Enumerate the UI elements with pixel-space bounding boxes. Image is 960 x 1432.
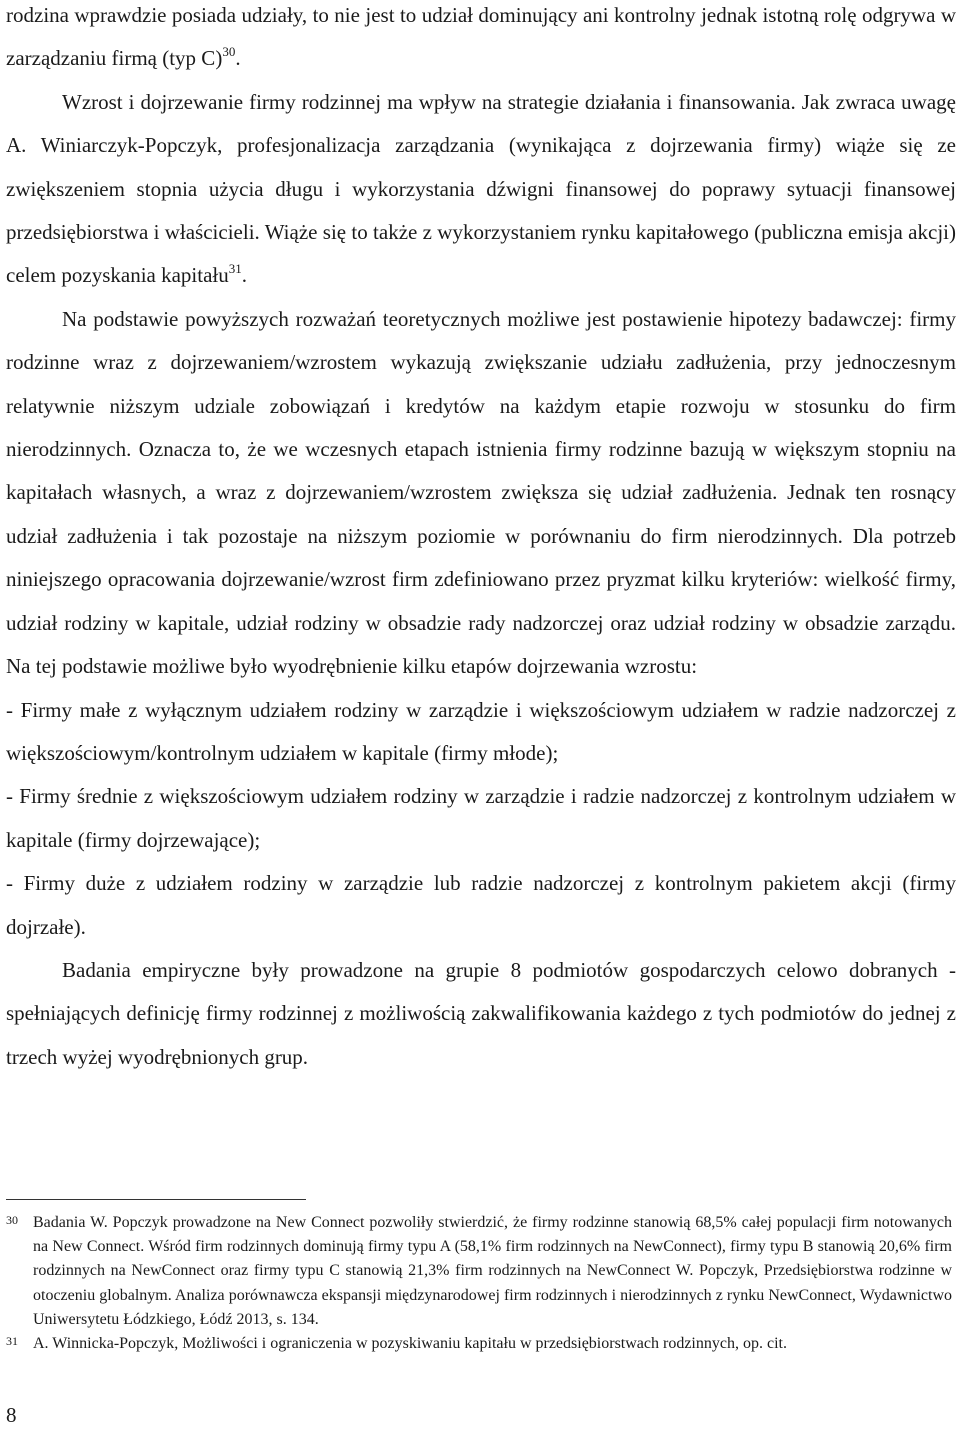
punctuation: . <box>235 46 241 71</box>
list-item: - Firmy średnie z większościowym udziałem rodziny w zarządzie i radzie nadzorczej z kontrolnym udziałem w kapitale (firmy dojrzewające); <box>6 784 956 852</box>
footnote-text: Badania W. Popczyk prowadzone na New Connect pozwoliły stwierdzić, że firmy rodzinne stanowią 68,5% całej populacji firm notowanych na New Connect. Wśród firm rodzinnych dominują firmy typu A (58,1% firm rodzinnych na NewConnect), firmy typu B stanowią 20,6% firm rodzinnych na NewConnect oraz firmy typu C stanowią 21,3% firm rodzinnych na NewConnect W. Popczyk, Przedsiębiorstwa rodzinne w otoczeniu globalnym. Analiza porównawcza ekspansji międzynarodowej firm rodzinnych i nierodzinnych z rynku NewConnect, Wydawnictwo Uniwersytetu Łódzkiego, Łódź 2013, s. 134. <box>33 1214 952 1328</box>
list-item: - Firmy duże z udziałem rodziny w zarządzie lub radzie nadzorczej z kontrolnym pakietem akcji (firmy dojrzałe). <box>6 871 956 939</box>
paragraph-text: Wzrost i dojrzewanie firmy rodzinnej ma wpływ na strategie działania i finansowania. Jak zwraca uwagę A. Winiarczyk-Popczyk, profesjonalizacja zarządzania (wynikająca z dojrzewania firmy) wiąże się ze zwiększeniem stopnia użycia długu i wykorzystania dźwigni finansowej do poprawy sytuacji finansowej przedsiębiorstwa i właścicieli. Wiąże się to także z wykorzystaniem rynku kapitałowego (publiczna emisja akcji) celem pozyskania kapitału <box>6 89 956 288</box>
footnotes <box>6 1211 952 1356</box>
footnote-30 <box>6 1211 952 1332</box>
paragraph-2 <box>6 81 956 298</box>
footnote-ref-31[interactable]: 31 <box>228 261 242 277</box>
footnote-separator <box>6 1199 306 1200</box>
closing-paragraph: Badania empiryczne były prowadzone na grupie 8 podmiotów gospodarczych celowo dobranych - spełniających definicję firmy rodzinnej z możliwością zakwalifikowania każdego z tych podmiotów do jednej z trzech wyżej wyodrębnionych grup. <box>6 957 956 1069</box>
footnote-number: 30 <box>6 1213 18 1227</box>
paragraph-text: rodzina wprawdzie posiada udziały, to nie jest to udział dominujący ani kontrolny jednak istotną rolę odgrywa w zarządzaniu firmą (typ C) <box>6 3 956 71</box>
footnote-text: A. Winnicka-Popczyk, Możliwości i ograniczenia w pozyskiwaniu kapitału w przedsiębiorstwach rodzinnych, op. cit. <box>33 1335 787 1353</box>
document-page <box>6 0 956 1079</box>
page-number: 8 <box>6 1403 17 1427</box>
footnote-number: 31 <box>6 1334 18 1349</box>
paragraph-3: Na podstawie powyższych rozważań teoretycznych możliwe jest postawienie hipotezy badawczej: firmy rodzinne wraz z dojrzewaniem/wzrostem wykazują zwiększanie udziału zadłużenia, przy jednoczesnym relatywnie niższym udziale zobowiązań i kredytów na każdym etapie rozwoju w stosunku do firm nierodzinnych. Oznacza to, że we wczesnych etapach istnienia firmy rodzinne bazują w większym stopniu na kapitałach własnych, a wraz z dojrzewaniem/wzrostem zwiększa się udział zadłużenia. Jednak ten rosnący udział zadłużenia i tak pozostaje na niższym poziomie w porównaniu do firm nierodzinnych. Dla potrzeb niniejszego opracowania dojrzewanie/wzrost firm zdefiniowano przez pryzmat kilku kryteriów: wielkość firmy, udział rodziny w kapitale, udział rodziny w obsadzie rady nadzorczej oraz udział rodziny w obsadzie zarządu. Na tej podstawie możliwe było wyodrębnienie kilku etapów dojrzewania wzrostu: <box>6 306 956 679</box>
punctuation: . <box>241 263 247 288</box>
body-text <box>6 0 956 1079</box>
paragraph-1 <box>6 0 956 81</box>
footnote-31 <box>6 1332 952 1356</box>
list-item: - Firmy małe z wyłącznym udziałem rodziny w zarządzie i większościowym udziałem w radzie nadzorczej z większościowym/kontrolnym udziałem w kapitale (firmy młode); <box>6 697 956 765</box>
footnote-ref-30[interactable]: 30 <box>222 44 236 60</box>
